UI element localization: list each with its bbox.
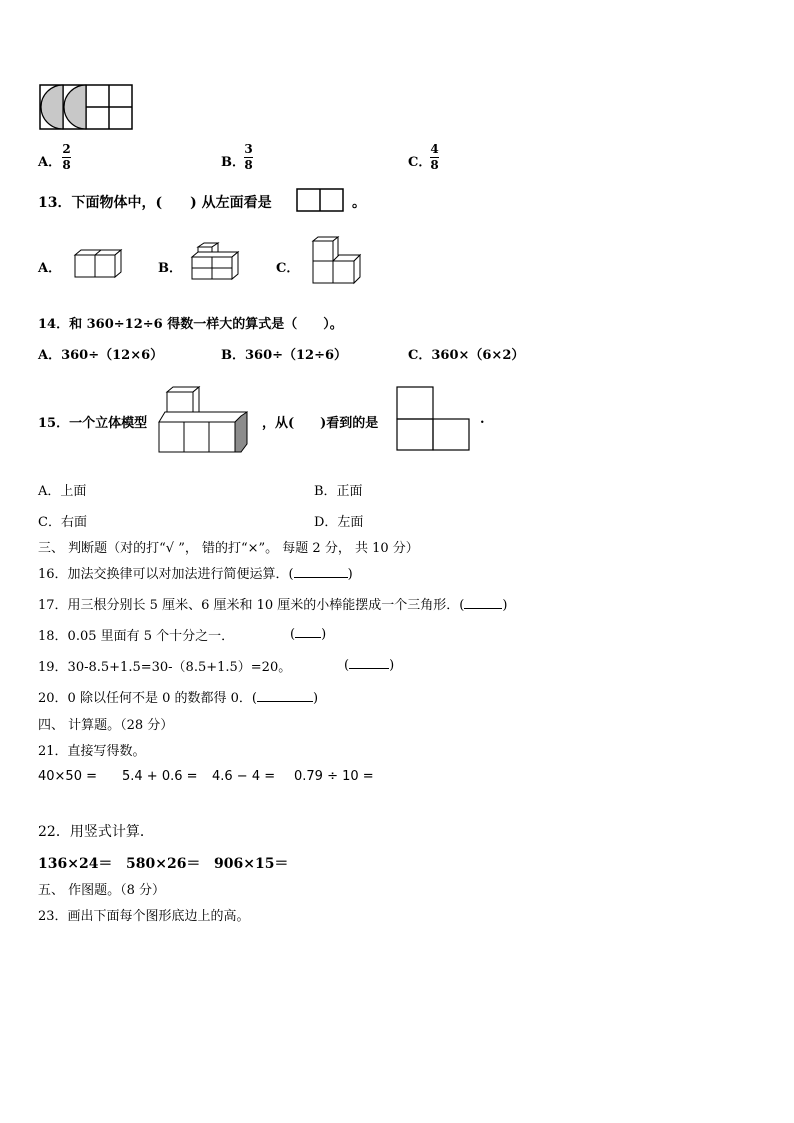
q17-answer-blank[interactable] <box>464 596 502 609</box>
q22-item-1: 136×24＝ <box>38 856 113 872</box>
q18-answer-blank[interactable] <box>295 625 321 638</box>
q14-option-a[interactable]: A．360÷（12×6） <box>38 348 164 363</box>
q15-view-figure <box>396 386 472 452</box>
q17: 17．用三根分别长 5 厘米、6 厘米和 10 厘米的小棒能摆成一个三角形．( ) <box>38 598 508 613</box>
q15-solid-model-figure <box>159 386 249 454</box>
q15-option-a[interactable]: A．上面 <box>38 484 87 499</box>
q13-option-c[interactable]: C． <box>276 261 300 276</box>
q13-option-b-cubes <box>192 243 240 281</box>
q12-option-b-fraction: 3 8 <box>244 142 253 172</box>
q21-item-4: 0.79 ÷ 10 = <box>294 769 374 784</box>
q13-stem-end: 。 <box>352 195 366 211</box>
q20-answer-blank[interactable] <box>257 689 313 702</box>
q13-stem: 13．下面物体中，( ) 从左面看是 <box>38 195 272 211</box>
q16-answer-blank[interactable] <box>294 565 348 578</box>
q15-option-d[interactable]: D．左面 <box>314 515 364 530</box>
q23-stem: 23．画出下面每个图形底边上的高。 <box>38 909 250 924</box>
q18: 18．0.05 里面有 5 个十分之一． <box>38 629 235 644</box>
q19-answer-blank[interactable] <box>349 656 389 669</box>
q12-option-c-fraction: 4 8 <box>430 142 439 172</box>
q21-item-1: 40×50 = <box>38 769 98 784</box>
q13-left-view-figure <box>296 188 346 214</box>
section-3-heading: 三、 判断题（对的打“√ ”， 错的打“×”。 每题 2 分， 共 10 分） <box>38 541 419 556</box>
q21-stem: 21．直接写得数。 <box>38 744 146 759</box>
q22-stem: 22．用竖式计算． <box>38 824 154 840</box>
q12-option-b[interactable]: B． <box>221 155 245 170</box>
q22-item-3: 906×15＝ <box>214 856 289 872</box>
section-4-heading: 四、 计算题。（28 分） <box>38 718 174 733</box>
q19: 19．30-8.5+1.5=30-（8.5+1.5）=20。 <box>38 660 292 675</box>
q13-option-a[interactable]: A． <box>38 261 62 276</box>
q15-option-b[interactable]: B．正面 <box>314 484 363 499</box>
q16: 16．加法交换律可以对加法进行简便运算．( ) <box>38 567 353 582</box>
q15-option-c[interactable]: C．右面 <box>38 515 87 530</box>
q13-option-a-cubes <box>75 249 123 279</box>
q22-item-2: 580×26＝ <box>126 856 201 872</box>
q15-stem: 15．一个立体模型 <box>38 416 148 431</box>
q15-stem-middle: ，从( )看到的是 <box>262 416 379 431</box>
section-5-heading: 五、 作图题。（8 分） <box>38 883 166 898</box>
shaded-semicircle-grid-figure <box>39 84 135 132</box>
q12-option-c[interactable]: C． <box>408 155 432 170</box>
q21-item-3: 4.6 − 4 = <box>212 769 276 784</box>
q14-option-b[interactable]: B．360÷（12÷6） <box>221 348 348 363</box>
q18-answer: ( ) <box>290 627 327 642</box>
q15-stem-end: . <box>480 412 485 427</box>
q13-option-b[interactable]: B． <box>158 261 182 276</box>
q19-answer: ( ) <box>344 658 395 673</box>
q14-option-c[interactable]: C．360×（6×2） <box>408 348 525 363</box>
q20: 20．0 除以任何不是 0 的数都得 0．( ) <box>38 691 319 706</box>
q21-item-2: 5.4 + 0.6 = <box>122 769 198 784</box>
q13-option-c-cubes <box>313 237 363 285</box>
q12-option-a[interactable]: A． <box>38 155 62 170</box>
q12-option-a-fraction: 2 8 <box>62 142 71 172</box>
q14-stem: 14．和 360÷12÷6 得数一样大的算式是（ ）。 <box>38 317 343 332</box>
